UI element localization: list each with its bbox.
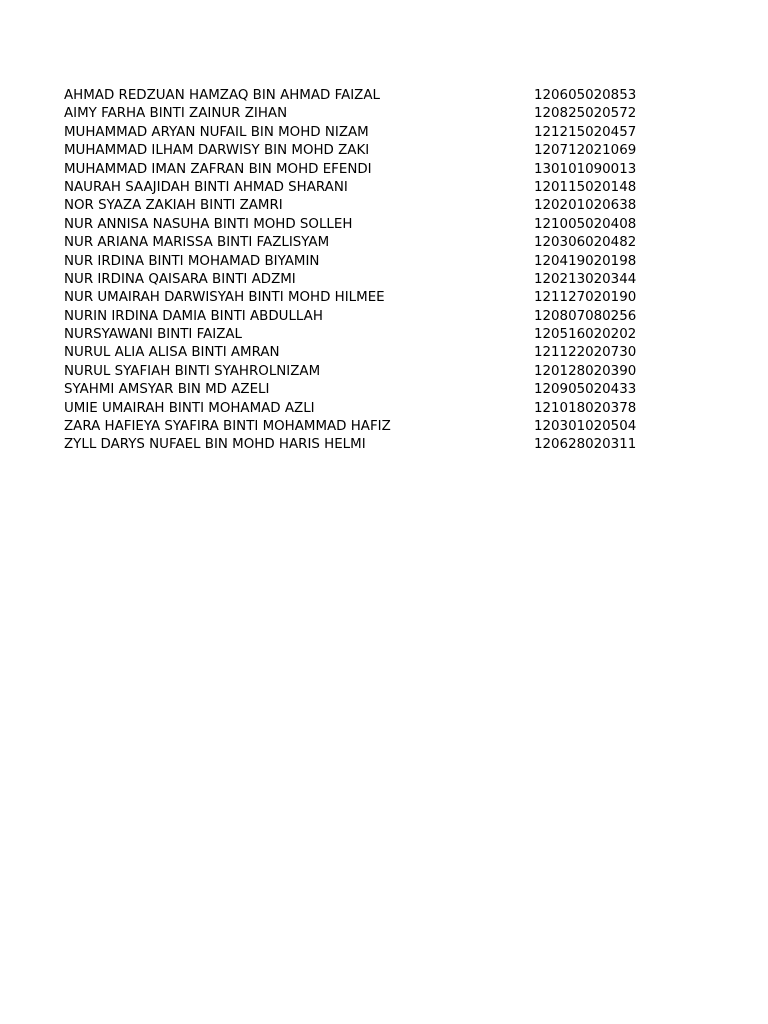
list-item (64, 326, 664, 344)
student-id: 120605020853 (534, 88, 637, 103)
student-name: NURUL SYAFIAH BINTI SYAHROLNIZAM (64, 363, 321, 379)
student-name: NAURAH SAAJIDAH BINTI AHMAD SHARANI (64, 179, 348, 195)
student-id: 120201020638 (534, 198, 637, 214)
student-name: NURSYAWANI BINTI FAIZAL (64, 327, 242, 343)
list-item (64, 308, 664, 326)
student-id: 120419020198 (534, 253, 637, 269)
student-name: SYAHMI AMSYAR BIN MD AZELI (64, 382, 270, 398)
student-name: UMIE UMAIRAH BINTI MOHAMAD AZLI (64, 400, 315, 416)
list-item (64, 179, 664, 197)
student-id: 120807080256 (534, 308, 637, 324)
student-id: 120905020433 (534, 382, 637, 398)
student-name: ZARA HAFIEYA SYAFIRA BINTI MOHAMMAD HAFIZ (64, 419, 391, 435)
list-item (64, 197, 664, 215)
student-id: 120301020504 (534, 419, 637, 435)
list-item (64, 216, 664, 234)
student-name: NURUL ALIA ALISA BINTI AMRAN (64, 345, 280, 361)
student-id: 130101090013 (534, 161, 637, 177)
student-name: MUHAMMAD IMAN ZAFRAN BIN MOHD EFENDI (64, 161, 372, 177)
student-id: 120825020572 (534, 106, 637, 122)
student-id: 120128020390 (534, 363, 637, 379)
list-item (64, 436, 664, 454)
student-id: 121127020190 (534, 290, 637, 306)
student-id: 121215020457 (534, 124, 637, 140)
list-item (64, 161, 664, 179)
student-name: AHMAD REDZUAN HAMZAQ BIN AHMAD FAIZAL (64, 88, 380, 103)
list-item (64, 363, 664, 381)
list-item (64, 124, 664, 142)
student-id: 120213020344 (534, 271, 637, 287)
student-name: AIMY FARHA BINTI ZAINUR ZIHAN (64, 106, 288, 122)
student-name: NUR ARIANA MARISSA BINTI FAZLISYAM (64, 235, 330, 251)
student-name: NURIN IRDINA DAMIA BINTI ABDULLAH (64, 308, 323, 324)
list-item (64, 400, 664, 418)
list-item (64, 253, 664, 271)
student-name: NOR SYAZA ZAKIAH BINTI ZAMRI (64, 198, 283, 214)
student-name: NUR IRDINA QAISARA BINTI ADZMI (64, 271, 296, 287)
list-item (64, 289, 664, 307)
list-item (64, 234, 664, 252)
list-item (64, 105, 664, 123)
student-id: 120306020482 (534, 235, 637, 251)
list-item (64, 87, 664, 105)
student-id: 120516020202 (534, 327, 637, 343)
student-name: NUR ANNISA NASUHA BINTI MOHD SOLLEH (64, 216, 353, 232)
student-id: 120712021069 (534, 143, 637, 159)
student-id: 121005020408 (534, 216, 637, 232)
list-item (64, 381, 664, 399)
student-list (64, 87, 664, 455)
student-name: ZYLL DARYS NUFAEL BIN MOHD HARIS HELMI (64, 437, 366, 453)
list-item (64, 344, 664, 362)
student-id: 121018020378 (534, 400, 637, 416)
student-id: 120628020311 (534, 437, 637, 453)
list-item (64, 271, 664, 289)
student-name: NUR IRDINA BINTI MOHAMAD BIYAMIN (64, 253, 320, 269)
student-name: NUR UMAIRAH DARWISYAH BINTI MOHD HILMEE (64, 290, 385, 306)
student-name: MUHAMMAD ILHAM DARWISY BIN MOHD ZAKI (64, 143, 370, 159)
student-name: MUHAMMAD ARYAN NUFAIL BIN MOHD NIZAM (64, 124, 369, 140)
list-item (64, 418, 664, 436)
student-id: 121122020730 (534, 345, 637, 361)
student-id: 120115020148 (534, 179, 637, 195)
list-item (64, 142, 664, 160)
